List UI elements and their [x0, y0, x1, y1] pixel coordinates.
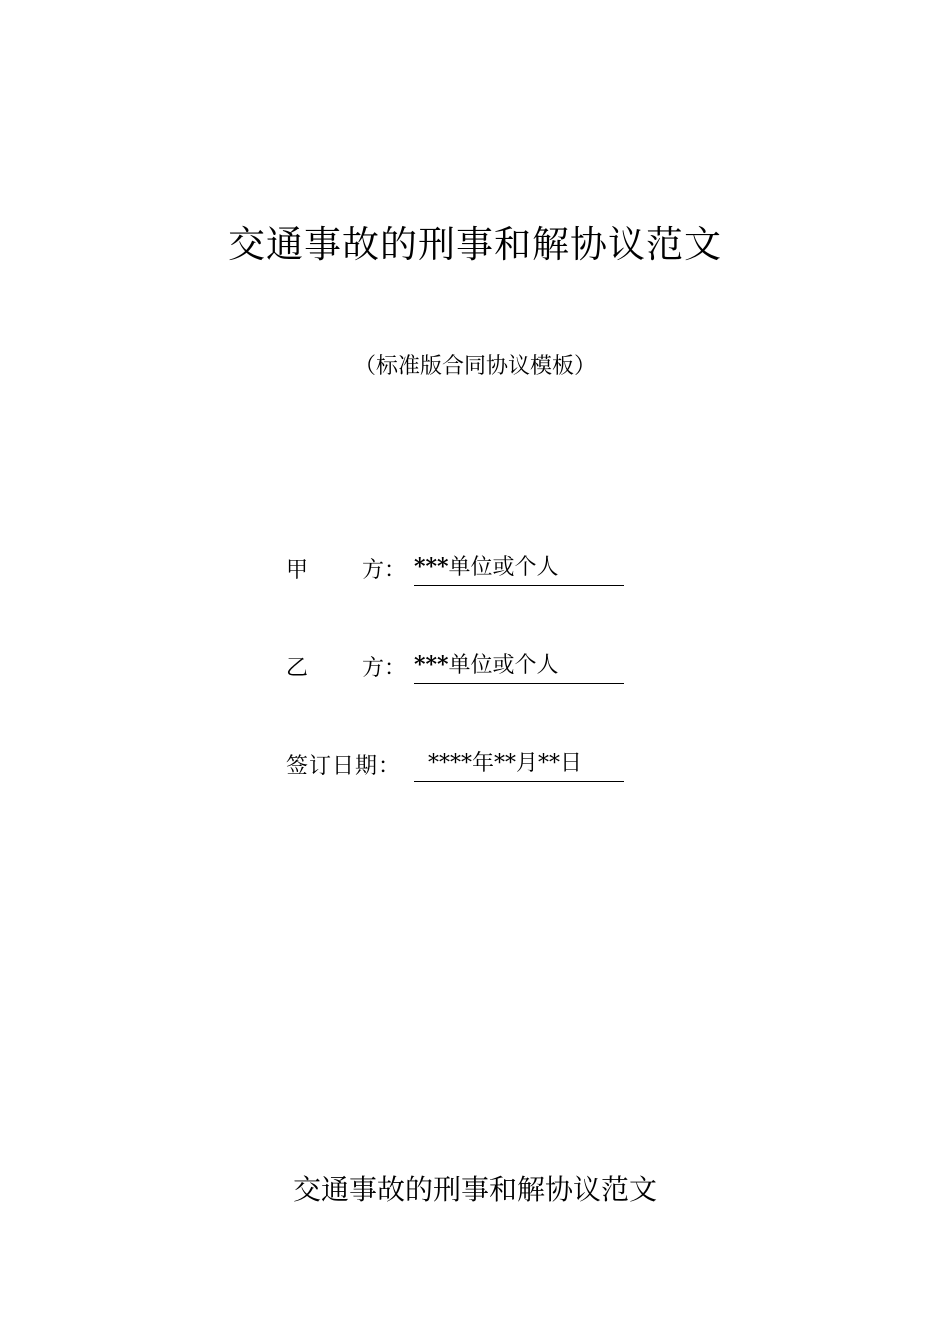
- sign-date-value: ****年**月**日: [414, 749, 624, 782]
- document-title: 交通事故的刑事和解协议范文: [228, 223, 722, 266]
- party-b-label-char: 乙: [286, 656, 309, 681]
- footer-title: 交通事故的刑事和解协议范文: [292, 1173, 657, 1206]
- party-a-value: [414, 552, 624, 586]
- party-a-label-suffix: 方：: [362, 558, 407, 583]
- party-a-row: [286, 552, 624, 586]
- party-b-row: [286, 650, 624, 684]
- sign-date-label-text: 签订日期：: [286, 754, 402, 779]
- party-b-value-text: 单位或个人: [448, 653, 559, 678]
- party-a-value-mask: ***: [414, 554, 449, 580]
- party-b-label-suffix: 方：: [362, 656, 407, 681]
- document-subtitle: （标准版合同协议模板）: [353, 354, 596, 379]
- party-a-value-text: 单位或个人: [448, 555, 559, 580]
- sign-date-row: [286, 748, 624, 782]
- party-a-label-char: 甲: [286, 558, 309, 583]
- party-b-value: [414, 650, 624, 684]
- party-b-value-mask: ***: [414, 652, 449, 678]
